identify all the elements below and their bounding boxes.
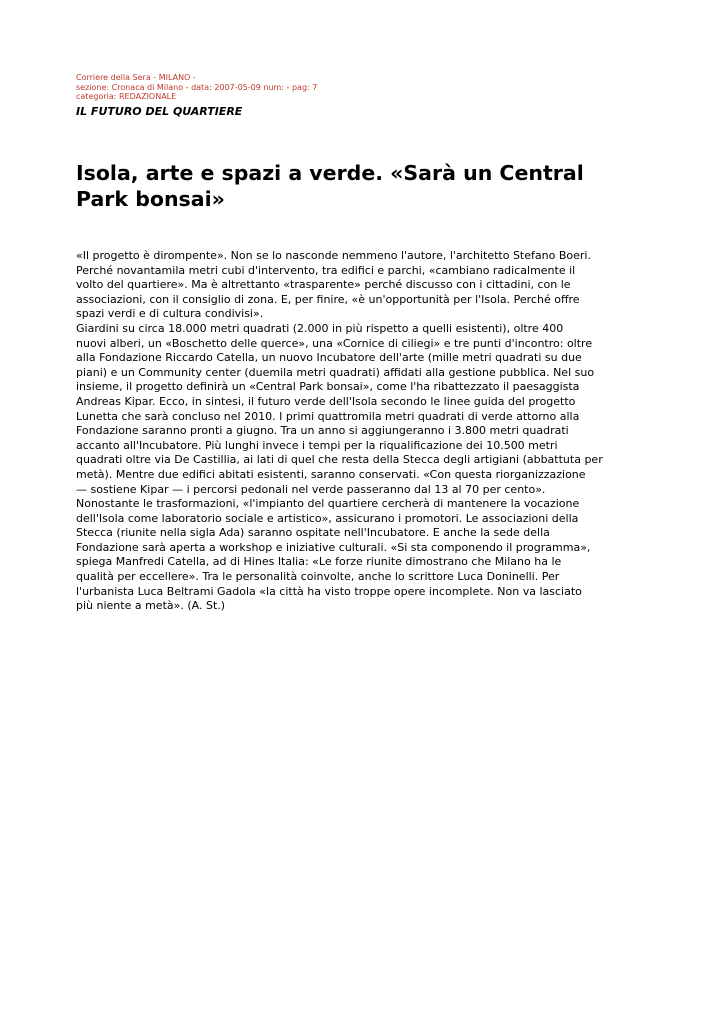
publication-metadata — [76, 73, 676, 102]
article-headline — [76, 160, 636, 212]
body-line: l'urbanista Luca Beltrami Gadola «la città ha visto troppe opere incomplete. Non va lasciato — [76, 584, 582, 598]
body-line: associazioni, con il consiglio di zona. E, per finire, «è un'opportunità per l'Isola. Perché offre — [76, 292, 580, 306]
body-line: insieme, il progetto definirà un «Central Park bonsai», come l'ha ribattezzato il paesaggista — [76, 380, 580, 394]
body-line: Stecca (riunite nella sigla Ada) saranno ospitate nell'Incubatore. E anche la sede della — [76, 526, 550, 540]
body-line: volto del quartiere». Ma è altrettanto «trasparente» perché discusso con i cittadini, con le — [76, 278, 571, 292]
article-body — [76, 249, 603, 614]
headline-line: Park bonsai» — [76, 187, 225, 211]
meta-section-line: sezione: Cronaca di Milano - data: 2007-05-09 num: - pag: 7 — [76, 82, 318, 92]
body-line: nuovi alberi, un «Boschetto delle querce», una «Cornice di ciliegi» e tre punti d'incontro: oltre — [76, 336, 593, 350]
body-line: Nonostante le trasformazioni, «l'impianto del quartiere cercherà di mantenere la vocazione — [76, 497, 580, 511]
body-line: Fondazione saranno pronti a giugno. Tra un anno si aggiungeranno i 3.800 metri quadrati — [76, 424, 569, 438]
body-line: quadrati oltre via De Castillia, ai lati di quel che resta della Stecca degli artigiani (abbattuta per — [76, 453, 603, 467]
article-kicker: IL FUTURO DEL QUARTIERE — [76, 105, 243, 118]
body-line: Giardini su circa 18.000 metri quadrati (2.000 in più rispetto a quelli esistenti), oltre 400 — [76, 321, 564, 335]
body-line: alla Fondazione Riccardo Catella, un nuovo Incubatore dell'arte (mille metri quadrati su due — [76, 351, 582, 365]
body-line: accanto all'Incubatore. Più lunghi invece i tempi per la riqualificazione dei 10.500 metri — [76, 438, 558, 452]
body-line: Andreas Kipar. Ecco, in sintesi, il futuro verde dell'Isola secondo le linee guida del progetto — [76, 394, 576, 408]
body-line: Lunetta che sarà concluso nel 2010. I primi quattromila metri quadrati di verde attorno alla — [76, 409, 580, 423]
body-line: qualità per eccellere». Tra le personalità coinvolte, anche lo scrittore Luca Doninelli. Per — [76, 570, 560, 584]
meta-source-line: Corriere della Sera - MILANO - — [76, 73, 196, 82]
headline-line: Isola, arte e spazi a verde. «Sarà un Central — [76, 161, 584, 185]
body-line: più niente a metà». (A. St.) — [76, 599, 226, 613]
body-line: piani) e un Community center (duemila metri quadrati) affidati alla gestione pubblica. Nel suo — [76, 365, 595, 379]
body-line: «Il progetto è dirompente». Non se lo nasconde nemmeno l'autore, l'architetto Stefano Boeri. — [76, 249, 591, 262]
body-line: spazi verdi e di cultura condivisi». — [76, 307, 264, 321]
body-line: dell'Isola come laboratorio sociale e artistico», assicurano i promotori. Le associazioni della — [76, 511, 579, 525]
body-line: Perché novantamila metri cubi d'intervento, tra edifici e parchi, «cambiano radicalmente il — [76, 263, 576, 277]
body-line: Fondazione sarà aperta a workshop e iniziative culturali. «Si sta componendo il programma», — [76, 540, 591, 554]
body-line: — sostiene Kipar — i percorsi pedonali nel verde passeranno dal 13 al 70 per cento». — [76, 482, 546, 496]
body-line: metà). Mentre due edifici abitati esistenti, saranno conservati. «Con questa riorganizzazione — [76, 467, 586, 481]
meta-category-line: categoria: REDAZIONALE — [76, 92, 177, 101]
body-line: spiega Manfredi Catella, ad di Hines Italia: «Le forze riunite dimostrano che Milano ha le — [76, 555, 562, 569]
